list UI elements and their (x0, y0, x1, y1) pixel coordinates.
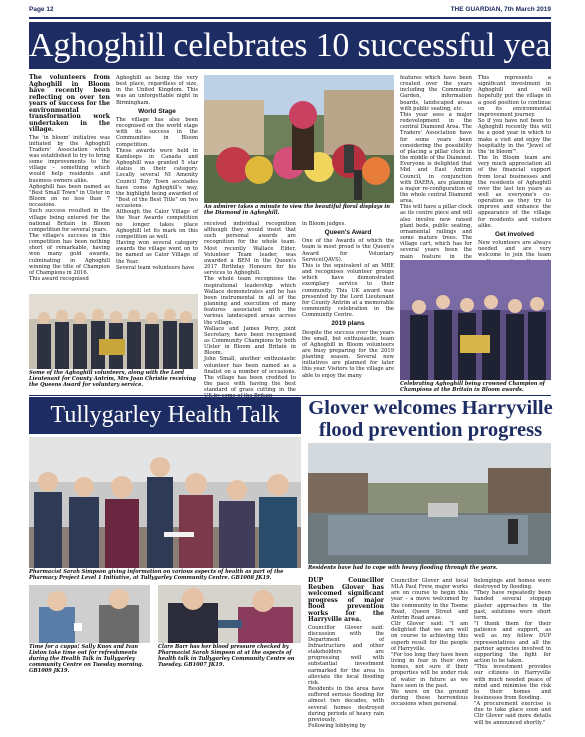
paragraph: New volunteers are always needed and are very welcome to join the team (478, 240, 551, 259)
glover-column-2 (391, 578, 468, 733)
article-column-2 (116, 75, 198, 292)
paragraph: Aghoghill as being the very best place, regardless of size, in the United Kingdom. This was an unforgettable night in Birmingham. (116, 75, 198, 106)
main-headline: Aghoghill celebrates 10 successful years! (29, 22, 551, 69)
paragraph: Several team volunteers have (116, 264, 195, 271)
photo-caption: Celebrating Aghoghill being crowned Champion of Champions at the Britain in Bloom awards. (400, 381, 545, 393)
paragraph: received individual recognition although they would insist that such personal awards are recognition for the whole team. Most recently Wallace Elder, Volunteer Team leader, was awarded a BEM in the Queen's 2017 Birthday Honours for his services to Aghoghill. (204, 221, 296, 277)
paragraph: Councillor Glover and local MLA Paul Frew, major works are on course to begin this year – a move welcomed by the community in the Toome Road, Queen Street and Antrim Road areas. (391, 578, 468, 621)
paragraph: The whole team recognises the inspirational leadership which Wallace demonstrates and he has been instrumental in all of the planning and execution of many features associated with the various landscaped areas across the village. (204, 276, 296, 326)
paragraph: One of the Awards of which the team is most proud is the Queen's Award for Voluntary Service(QAVS). (302, 238, 394, 263)
paragraph: This is the equivalent of an MBE and recognises volunteer groups which have demonstrated exemplary service to their community. This UK award was presented by the Lord Lieutenant for County Antrim at a memorable community celebration in the Community Centre. (302, 262, 394, 319)
article-column-1 (29, 75, 110, 292)
paragraph: Having won several category awards the village went on to be named as Calor Village of the Year. (116, 240, 198, 265)
photo-caption: Some of the Aghoghill volunteers, along with the Lord Lieutenant for County Antrim, Mrs Joan Christie receiving the Queens Award for voluntary service. (29, 370, 196, 388)
subhead-get-involved: Get involved (494, 230, 534, 238)
article-lead: The volunteers from Aghoghill in Bloom have recently been reflecting on over ten years of success for the environmental transformation work undertaken in the village. (29, 74, 110, 133)
glover-headline: Glover welcomes Harryville flood prevention progress (308, 397, 553, 441)
paragraph: Aghoghill has been named as "Best Small Town" in Ulster in Bloom on no less than 7 occasions. (29, 183, 110, 209)
paragraph: The village has also been recognised on the world stage with its success in the Communities in Bloom competition. (116, 116, 198, 148)
paragraph: features which have been created over the years including the Community Garden, information boards, landscaped areas with public seating, etc. (400, 75, 472, 112)
photo-caption: Pharmacist Sarah Simpson giving information on various aspects of health as part of the Pharmacy Project Level 1 Initiative, at Tullygarley Community Centre. GB1008 JK19. (29, 569, 284, 581)
paragraph: So if you have not been to Aghoghill recently this will be a good year in which to make a visit and enjoy the hospitality in the "Jewel of the 'in bloom'". (478, 118, 551, 155)
photo-caption: Time for a cuppa! Sally Knox and Ivan Liston take time out for refreshments during the Health Talk in Tullygarley community Centre on Tuesday morning. GB1009 JK19. (29, 644, 144, 674)
glover-column-1 (308, 578, 384, 733)
paragraph: Cllr Glover said: "I am delighted that we are well on course to achieving this superb result for the people of Harryville. (391, 621, 468, 652)
paragraph: This will have a pillar clock as its centre piece and will also involve new raised plant beds, public seating, ornamental railings and some mature trees. The village cart, which has for several years been the main feature in the (400, 204, 472, 260)
paragraph: Wallace and James Perry, joint Secretary, have been recognised as Community Champions by both Ulster in Bloom and Britain in Bloom. (204, 325, 296, 357)
subhead-world-stage: World Stage (138, 107, 176, 115)
photo-volunteers-group (29, 294, 198, 369)
subhead-queens-award: Queen's Award (324, 229, 372, 237)
subhead-2019-plans: 2019 plans (331, 320, 365, 328)
paragraph: belongings and homes were destroyed by flooding. (474, 578, 551, 591)
paragraph: This represents a significant investment in Aghoghill and will hopefully put the village in a good position to continue on its environmental improvement journey. (478, 75, 551, 118)
paragraph: This year sees a major redevelopment in the central Diamond Area. The Traders' Association have for some years been considering the possibility of placing a pillar clock in the middle of the Diamond. (400, 111, 472, 162)
tully-headline: Tullygarley Health Talk (29, 397, 301, 434)
paragraph: Councillor Glover said: discussion with the Department of Infrastructure and other stakeholders are progressing well with substantial investment earmarked for the area to alleviate the local flooding risk. (308, 624, 384, 686)
paragraph: "I thank them for their patience and support, as well as my fellow DUP representatives and all the partner agencies involved in supporting the fight for action to be taken. (474, 621, 551, 665)
photo-caption: An admirer takes a minute to view the beautiful floral displays in the Diamond in Aghoghill. (204, 204, 391, 216)
photo-flooding (308, 443, 551, 564)
paragraph: The village's success in this competition has been nothing short of remarkable, having won many gold awards, culminating in Aghoghill winning the title of Champion of Champions in 2016. (29, 233, 110, 276)
page-number: Page 12 (29, 6, 54, 13)
paragraph: "This investment provides our citizens in Harryville with much needed peace of mind and minimise the risk to their homes and businesses from flooding. (474, 664, 551, 701)
photo-caption: Residents have had to cope with heavy flooding through the years. (308, 565, 498, 571)
photo-health-talk-group (29, 437, 301, 568)
photo-cuppa (29, 585, 150, 643)
paragraph: The In Bloom team are very much appreciation all of the financial support from local businesses and the residents of Aghoghill over the last ten years as well as everyone's co-operation as they try to improve and enhance the appearance of the village for residents and visitors alike. (478, 155, 551, 229)
article-column-3 (204, 221, 296, 394)
paragraph: Everyone is delighted that Mid and East Antrim Council, in conjunction with DAERA, are planning a major re-configuration of the whole central Diamond area. (400, 161, 472, 205)
paragraph: The 'in bloom' initiative was initiated by the Aghoghill Traders' Association which was established to try to bring some improvements to the village – something which would help residents and business owners alike. (29, 134, 110, 184)
paragraph: "They have repeatedly been handed several stopgap plaster approaches in the past, solutions were short term. (474, 590, 551, 621)
paragraph: Following lobbying by (308, 723, 366, 729)
article-column-4 (302, 221, 394, 394)
paragraph: We were on the ground during those horrendous occasions when personal (391, 688, 468, 708)
paper-dateline: THE GUARDIAN, 7th March 2019 (450, 6, 551, 13)
paragraph: These awards were held in Kamloops in Canada and Aghoghill was granted 5 star status in their category. Locally several NI Amenity Council Tidy Town accolades have come Aghoghill's way, the highlight being awarded of "Best of the Best Title" on two occasions. (116, 147, 198, 210)
paragraph: "For too long they have been living in fear in their own homes, not sure if their properties will be under risk of water in future as we have seen in the past. (391, 651, 468, 689)
paragraph: This award recognised (29, 276, 89, 283)
photo-champion-of-champions (400, 260, 551, 380)
paragraph: John Small, another enthusiastic volunteer has been named as a finalist on a number of occasions. The village has been credited to the pace with having the best standard of grass cutting in the (204, 356, 296, 394)
glover-lead: DUP Councillor Reuben Glover has welcomed significant progress of major flood prevention works for the Harryville area. (308, 577, 384, 623)
header-rule (29, 17, 551, 19)
page-header (29, 6, 551, 17)
photo-caption: Clare Barr has her blood pressure checked by Pharmacist Sarah Simpson at at the aspects of health talk in Tullygarley Community Centre on Tuesday. GB1007 JK19. (158, 644, 295, 668)
glover-column-3 (474, 578, 551, 733)
photo-blood-pressure (158, 585, 301, 643)
article-column-6 (478, 75, 551, 259)
paragraph: Although the Calor Village of the Year Awards competition no longer takes place Aghoghill let its mark on this competition as well. (116, 209, 198, 240)
paragraph: Such success resulted in the village being entered for the national Britain in Bloom competition for several years. (29, 208, 110, 233)
paragraph: in Bloom judges. (302, 221, 346, 227)
section-divider (29, 395, 551, 396)
paragraph: Despite the success over the years the small, but enthusiastic, team of Aghoghill in Bloom volunteers are busy preparing for the 2019 planting season. Several new initiatives are planned for later this year. Visitors to the village are able to enjoy the many (302, 329, 395, 379)
article-column-5 (400, 75, 472, 260)
photo-diamond-flowers (204, 75, 394, 203)
paragraph: "A procurement exercise is due to take place soon and Cllr Glover said more details will be announced shortly." (474, 701, 551, 726)
paragraph: Residents in the area have suffered serious flooding for almost two decades, with several homes destroyed during periods of heavy rain previously. (308, 686, 384, 723)
